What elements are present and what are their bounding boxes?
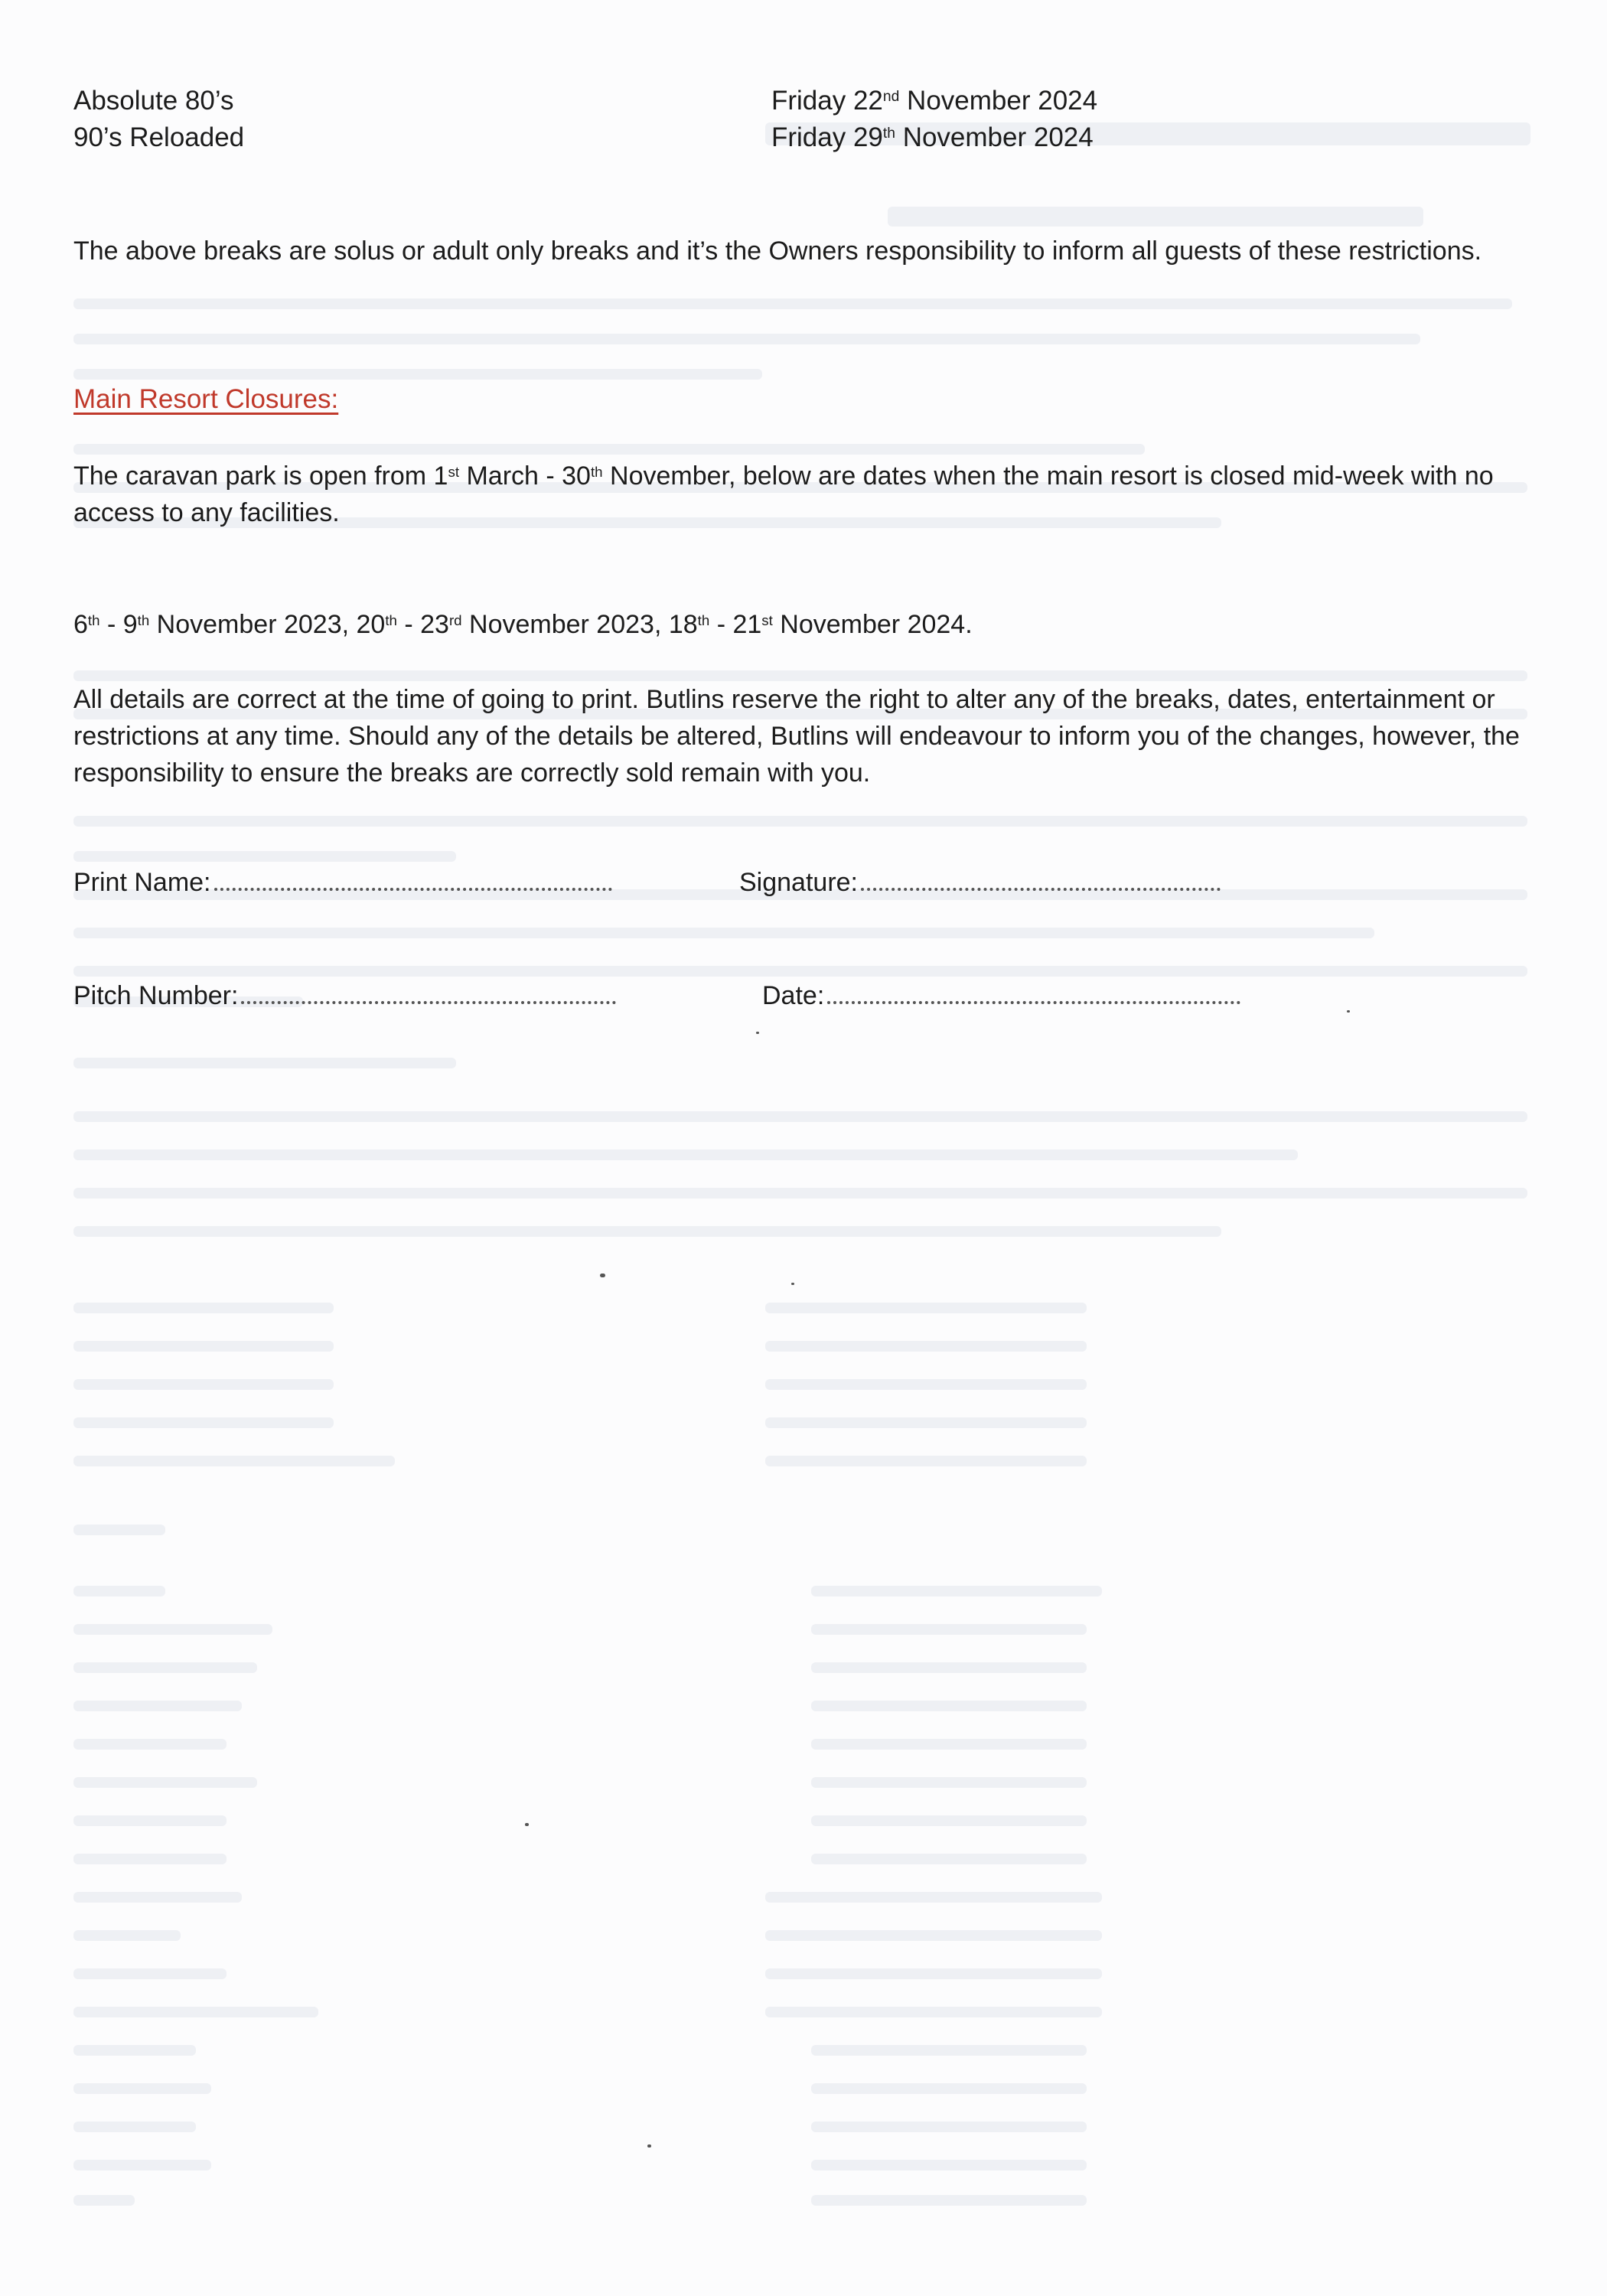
break-row bbox=[73, 86, 1221, 124]
pitch-number-label: Pitch Number: bbox=[73, 981, 239, 1010]
break-date bbox=[771, 122, 1094, 153]
text-run: November 2023, 18 bbox=[461, 610, 698, 639]
show-through-line bbox=[765, 1303, 1087, 1313]
show-through-line bbox=[765, 1968, 1102, 1979]
show-through-line bbox=[73, 2195, 135, 2206]
break-date-rest: November 2024 bbox=[899, 86, 1098, 116]
break-date-day: Friday 29 bbox=[771, 122, 883, 152]
show-through-line bbox=[73, 1854, 227, 1864]
text-run: November, below are dates when the main resort is closed mid-week with no access to any facilities. bbox=[73, 461, 1494, 527]
show-through-line bbox=[73, 1226, 1221, 1237]
text-run: November 2023, 20 bbox=[149, 610, 386, 639]
scan-speck bbox=[647, 2144, 651, 2148]
scan-speck bbox=[525, 1823, 529, 1826]
pitch-number-line[interactable] bbox=[241, 983, 616, 1004]
show-through-line bbox=[811, 1662, 1087, 1673]
show-through-line bbox=[73, 851, 456, 862]
text-run: The caravan park is open from 1 bbox=[73, 461, 448, 491]
break-name: Absolute 80’s bbox=[73, 86, 234, 116]
disclaimer: All details are correct at the time of going to print. Butlins reserve the right to alter any of the breaks, dates, entertainment or restrictions at any time. Should any of the details be altered, Butlins will endeavour to inform you of the changes, however, the responsibility to ensure the breaks are correctly sold remain with you. bbox=[73, 685, 1520, 788]
show-through-line bbox=[73, 1968, 227, 1979]
show-through-line bbox=[73, 1701, 242, 1711]
show-through-line bbox=[765, 1456, 1087, 1466]
text-run: 6 bbox=[73, 610, 88, 639]
break-name: 90’s Reloaded bbox=[73, 122, 245, 152]
print-name-field[interactable] bbox=[73, 868, 612, 898]
show-through-line bbox=[765, 1892, 1102, 1903]
break-date-rest: November 2024 bbox=[895, 122, 1094, 152]
scan-speck bbox=[756, 1032, 759, 1034]
show-through-line bbox=[811, 2083, 1087, 2094]
ordinal-suffix: th bbox=[697, 612, 710, 628]
show-through-line bbox=[811, 1815, 1087, 1826]
show-through-line bbox=[73, 334, 1420, 344]
date-label: Date: bbox=[762, 981, 825, 1010]
scan-speck bbox=[600, 1274, 605, 1277]
ordinal-suffix: th bbox=[882, 126, 895, 142]
show-through-line bbox=[73, 2045, 196, 2056]
show-through-line bbox=[73, 816, 1527, 827]
date-line[interactable] bbox=[827, 983, 1240, 1004]
print-name-line[interactable] bbox=[214, 869, 612, 891]
print-name-label: Print Name: bbox=[73, 868, 211, 897]
scan-speck bbox=[1347, 1010, 1350, 1013]
show-through-line bbox=[811, 1777, 1087, 1788]
show-through-heading bbox=[888, 207, 1423, 227]
show-through-line bbox=[811, 1624, 1087, 1635]
show-through-line bbox=[811, 1586, 1102, 1596]
show-through-line bbox=[73, 1586, 165, 1596]
date-field[interactable] bbox=[762, 981, 1240, 1011]
ordinal-suffix: th bbox=[590, 463, 603, 480]
text-run: - 9 bbox=[99, 610, 138, 639]
show-through-line bbox=[765, 1417, 1087, 1428]
scan-speck bbox=[791, 1283, 794, 1285]
show-through-line bbox=[811, 1701, 1087, 1711]
signature-line[interactable] bbox=[861, 869, 1221, 891]
show-through-line bbox=[73, 1525, 165, 1535]
show-through-line bbox=[73, 1739, 227, 1750]
show-through-line bbox=[73, 1930, 181, 1941]
show-through-line bbox=[811, 2122, 1087, 2132]
signature-field[interactable] bbox=[739, 868, 1221, 898]
show-through-line bbox=[73, 1662, 257, 1673]
show-through-line bbox=[765, 1930, 1102, 1941]
show-through-line bbox=[73, 928, 1374, 938]
ordinal-suffix: rd bbox=[448, 612, 462, 628]
break-date bbox=[771, 86, 1097, 116]
ordinal-suffix: st bbox=[448, 463, 460, 480]
show-through-line bbox=[73, 1341, 334, 1352]
show-through-line bbox=[73, 670, 1527, 681]
show-through-line bbox=[73, 1815, 227, 1826]
text-run: March - 30 bbox=[459, 461, 591, 491]
closures-intro bbox=[73, 458, 1527, 531]
show-through-line bbox=[73, 1058, 456, 1068]
show-through-line bbox=[73, 1456, 395, 1466]
ordinal-suffix: th bbox=[87, 612, 100, 628]
break-date-day: Friday 22 bbox=[771, 86, 883, 116]
closures-heading: Main Resort Closures: bbox=[73, 384, 339, 414]
show-through-line bbox=[811, 2195, 1087, 2206]
closure-dates bbox=[73, 606, 1527, 643]
pitch-number-field[interactable] bbox=[73, 981, 616, 1011]
show-through-line bbox=[73, 2160, 211, 2170]
show-through-line bbox=[73, 1417, 334, 1428]
ordinal-suffix: st bbox=[761, 612, 773, 628]
show-through-line bbox=[73, 444, 1145, 455]
show-through-line bbox=[73, 1150, 1298, 1160]
show-through-line bbox=[73, 2007, 318, 2017]
show-through-line bbox=[73, 298, 1512, 309]
show-through-line bbox=[811, 1854, 1087, 1864]
show-through-line bbox=[73, 369, 762, 380]
show-through-line bbox=[811, 2160, 1087, 2170]
show-through-line bbox=[811, 2045, 1087, 2056]
show-through-line bbox=[73, 2083, 211, 2094]
show-through-line bbox=[765, 2007, 1102, 2017]
ordinal-suffix: nd bbox=[882, 89, 900, 106]
text-run: November 2024. bbox=[772, 610, 973, 639]
show-through-line bbox=[73, 1624, 272, 1635]
show-through-line bbox=[73, 966, 1527, 977]
show-through-line bbox=[73, 2122, 196, 2132]
show-through-line bbox=[765, 1379, 1087, 1390]
ordinal-suffix: th bbox=[137, 612, 150, 628]
break-row bbox=[73, 122, 1221, 161]
show-through-line bbox=[811, 1739, 1087, 1750]
ordinal-suffix: th bbox=[385, 612, 397, 628]
signature-label: Signature: bbox=[739, 868, 858, 897]
show-through-line bbox=[73, 1892, 242, 1903]
show-through-line bbox=[73, 1111, 1527, 1122]
show-through-line bbox=[765, 1341, 1087, 1352]
text-run: - 21 bbox=[709, 610, 762, 639]
show-through-line bbox=[73, 1379, 334, 1390]
show-through-line bbox=[73, 1188, 1527, 1199]
show-through-line bbox=[73, 1777, 257, 1788]
text-run: - 23 bbox=[396, 610, 449, 639]
restriction-notice: The above breaks are solus or adult only breaks and it’s the Owners responsibility to inform all guests of these restrictions. bbox=[73, 236, 1482, 266]
show-through-line bbox=[73, 1303, 334, 1313]
